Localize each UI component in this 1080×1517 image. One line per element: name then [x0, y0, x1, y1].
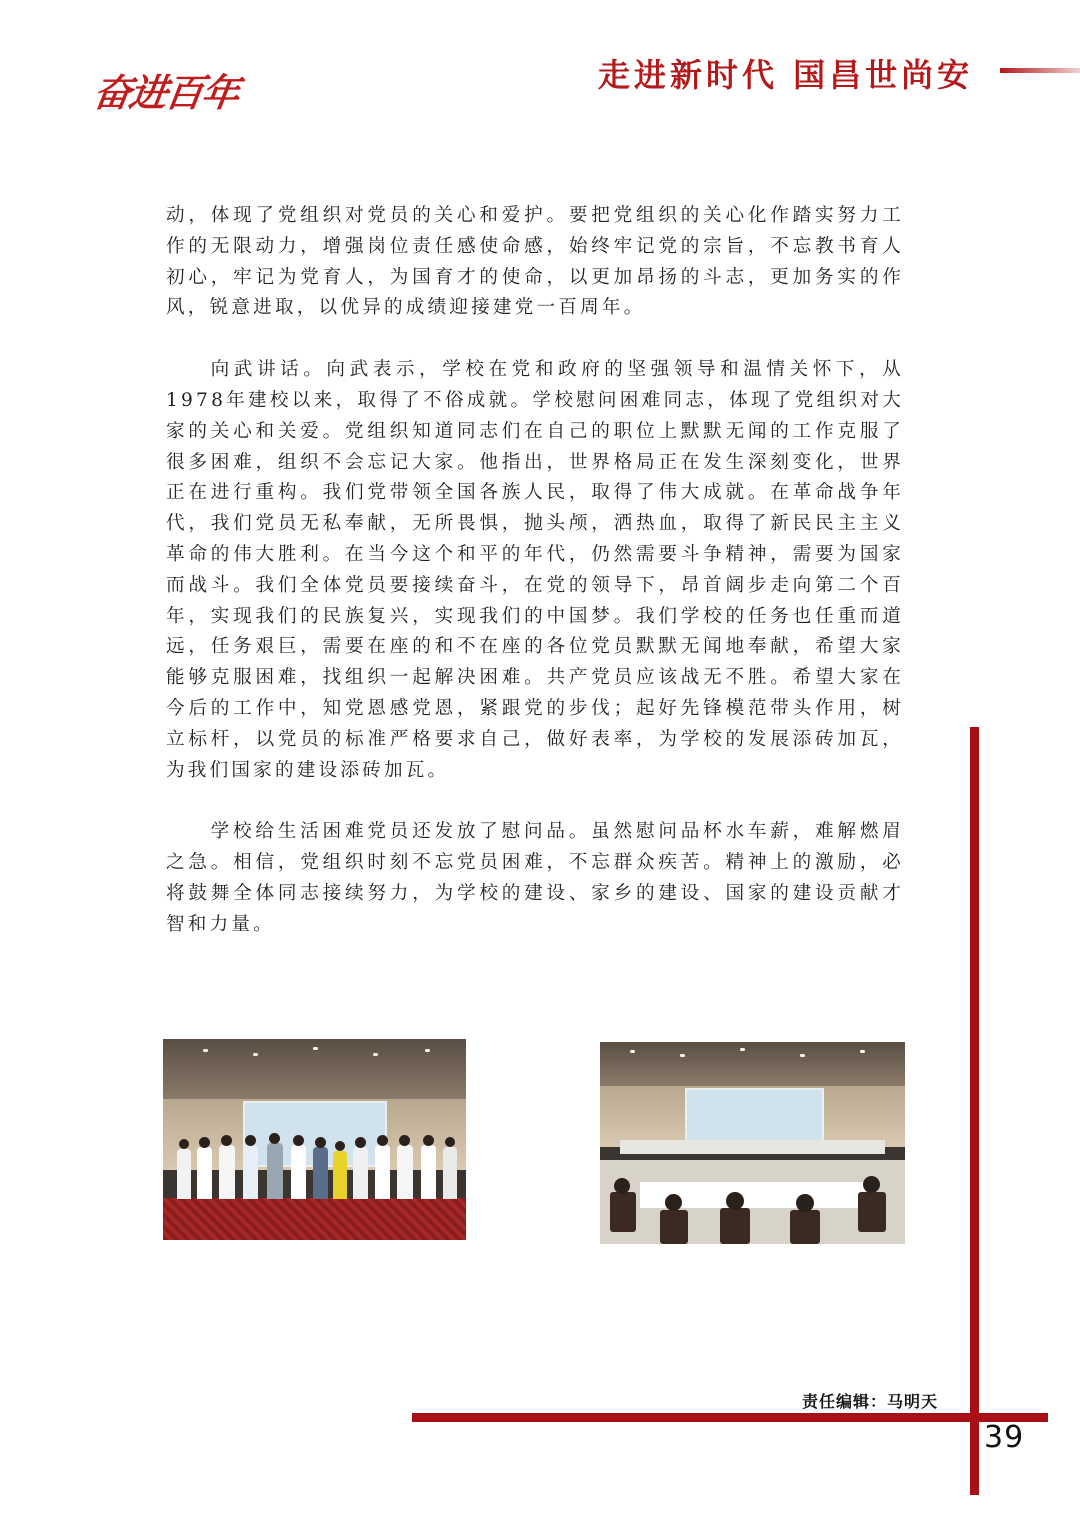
slogan-decor-line [1000, 68, 1080, 73]
logo: 奋进百年 [90, 71, 241, 115]
decor-horizontal-bar [412, 1413, 1048, 1422]
article-paragraph-2: 向武讲话。向武表示，学校在党和政府的坚强领导和温情关怀下，从1978年建校以来，取得了不俗成就。学校慰问困难同志，体现了党组织对大家的关心和关爱。党组织知道同志们在自己的职位上默默无闻的工作克服了很多困难，组织不会忘记大家。他指出，世界格局正在发生深刻变化，世界正在进行重构。我们党带领全国各族人民，取得了伟大成就。在革命战争年代，我们党员无私奉献，无所畏惧，抛头颅，洒热血，取得了新民民主主义革命的伟大胜利。在当今这个和平的年代，仍然需要斗争精神，需要为国家而战斗。我们全体党员要接续奋斗，在党的领导下，昂首阔步走向第二个百年，实现我们的民族复兴，实现我们的中国梦。我们学校的任务也任重而道远，任务艰巨，需要在座的和不在座的各位党员默默无闻地奉献，希望大家能够克服困难，找组织一起解决困难。共产党员应该战无不胜。希望大家在今后的工作中，知党恩感党恩，紧跟党的步伐；起好先锋模范带头作用，树立标杆，以党员的标准严格要求自己，做好表率，为学校的发展添砖加瓦，为我们国家的建设添砖加瓦。 [166, 359, 904, 781]
article-paragraph-3: 学校给生活困难党员还发放了慰问品。虽然慰问品杯水车薪，难解燃眉之急。相信，党组织时刻不忘党员困难，不忘群众疾苦。精神上的激励，必将鼓舞全体同志接续努力，为学校的建设、家乡的建设、国家的建设贡献才智和力量。 [166, 821, 904, 935]
article-paragraph-1: 动，体现了党组织对党员的关心和爱护。要把党组织的关心化作踏实努力工作的无限动力，增强岗位责任感使命感，始终牢记党的宗旨，不忘教书育人初心，牢记为党育人，为国育才的使命，以更加昂扬的斗志，更加务实的作风，锐意进取，以优异的成绩迎接建党一百周年。 [166, 205, 904, 319]
page-number: 39 [984, 1420, 1025, 1455]
header-slogan: 走进新时代 国昌世尚安 [598, 56, 974, 94]
photo-group-on-stage [163, 1039, 466, 1240]
decor-vertical-bar [970, 727, 979, 1495]
editor-credit: 责任编辑：马明天 [802, 1392, 939, 1411]
article-body [166, 201, 904, 941]
photo-meeting-audience [600, 1042, 905, 1244]
